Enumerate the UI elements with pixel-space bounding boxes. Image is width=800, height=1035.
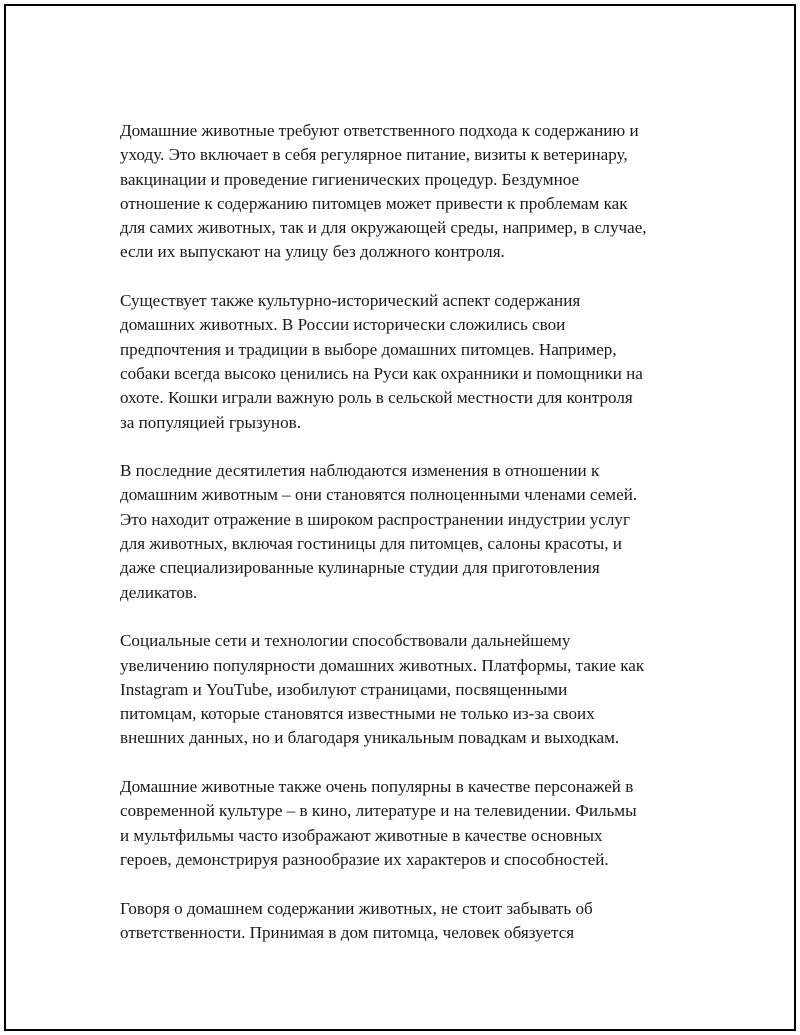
text-line: отношение к содержанию питомцев может привести к проблемам как <box>120 193 628 213</box>
text-line: за популяцией грызунов. <box>120 412 301 432</box>
text-line: современной культуре – в кино, литературе и на телевидении. Фильмы <box>120 801 637 821</box>
text-line: увеличению популярности домашних животных. Платформы, такие как <box>120 655 645 675</box>
paragraph-3 <box>120 459 692 605</box>
document-page <box>4 4 796 1031</box>
text-line: для самих животных, так и для окружающей среды, например, в случае, <box>120 218 647 238</box>
text-line: охоте. Кошки играли важную роль в сельской местности для контроля <box>120 388 633 408</box>
text-line: питомцам, которые становятся известными не только из-за своих <box>120 704 595 724</box>
text-line: вакцинации и проведение гигиенических процедур. Бездумное <box>120 169 580 189</box>
paragraph-2 <box>120 289 692 435</box>
text-line: собаки всегда высоко ценились на Руси как охранники и помощники на <box>120 363 643 383</box>
text-line: героев, демонстрируя разнообразие их характеров и способностей. <box>120 849 609 869</box>
text-line: Это находит отражение в широком распространении индустрии услуг <box>120 509 630 529</box>
text-line: Домашние животные требуют ответственного подхода к содержанию и <box>120 121 639 140</box>
text-line: для животных, включая гостиницы для питомцев, салоны красоты, и <box>120 534 622 554</box>
text-line: домашних животных. В России исторически сложились свои <box>120 315 566 335</box>
text-line: и мультфильмы часто изображают животные в качестве основных <box>120 825 603 845</box>
text-line: В последние десятилетия наблюдаются изменения в отношении к <box>120 461 600 481</box>
text-line: Существует также культурно-исторический аспект содержания <box>120 291 581 311</box>
text-line: ответственности. Принимая в дом питомца, человек обязуется <box>120 922 575 942</box>
text-line: внешних данных, но и благодаря уникальным повадкам и выходкам. <box>120 728 620 748</box>
text-line: уходу. Это включает в себя регулярное питание, визиты к ветеринару, <box>120 145 628 165</box>
text-line: Домашние животные также очень популярны в качестве персонажей в <box>120 777 634 797</box>
document-body <box>120 119 692 969</box>
paragraph-1 <box>120 119 692 265</box>
text-line: Социальные сети и технологии способствовали дальнейшему <box>120 631 571 651</box>
text-line: деликатов. <box>120 582 198 602</box>
text-line: домашним животным – они становятся полноценными членами семей. <box>120 485 638 505</box>
text-line: Говоря о домашнем содержании животных, не стоит забывать об <box>120 898 593 918</box>
text-line: если их выпускают на улицу без должного контроля. <box>120 242 505 262</box>
text-line: даже специализированные кулинарные студии для приготовления <box>120 558 600 578</box>
paragraph-5 <box>120 775 692 872</box>
text-line: Instagram и YouTube, изобилуют страницами, посвященными <box>120 679 568 699</box>
text-line: предпочтения и традиции в выборе домашних питомцев. Например, <box>120 339 617 359</box>
paragraph-4 <box>120 629 692 750</box>
paragraph-6 <box>120 897 692 946</box>
